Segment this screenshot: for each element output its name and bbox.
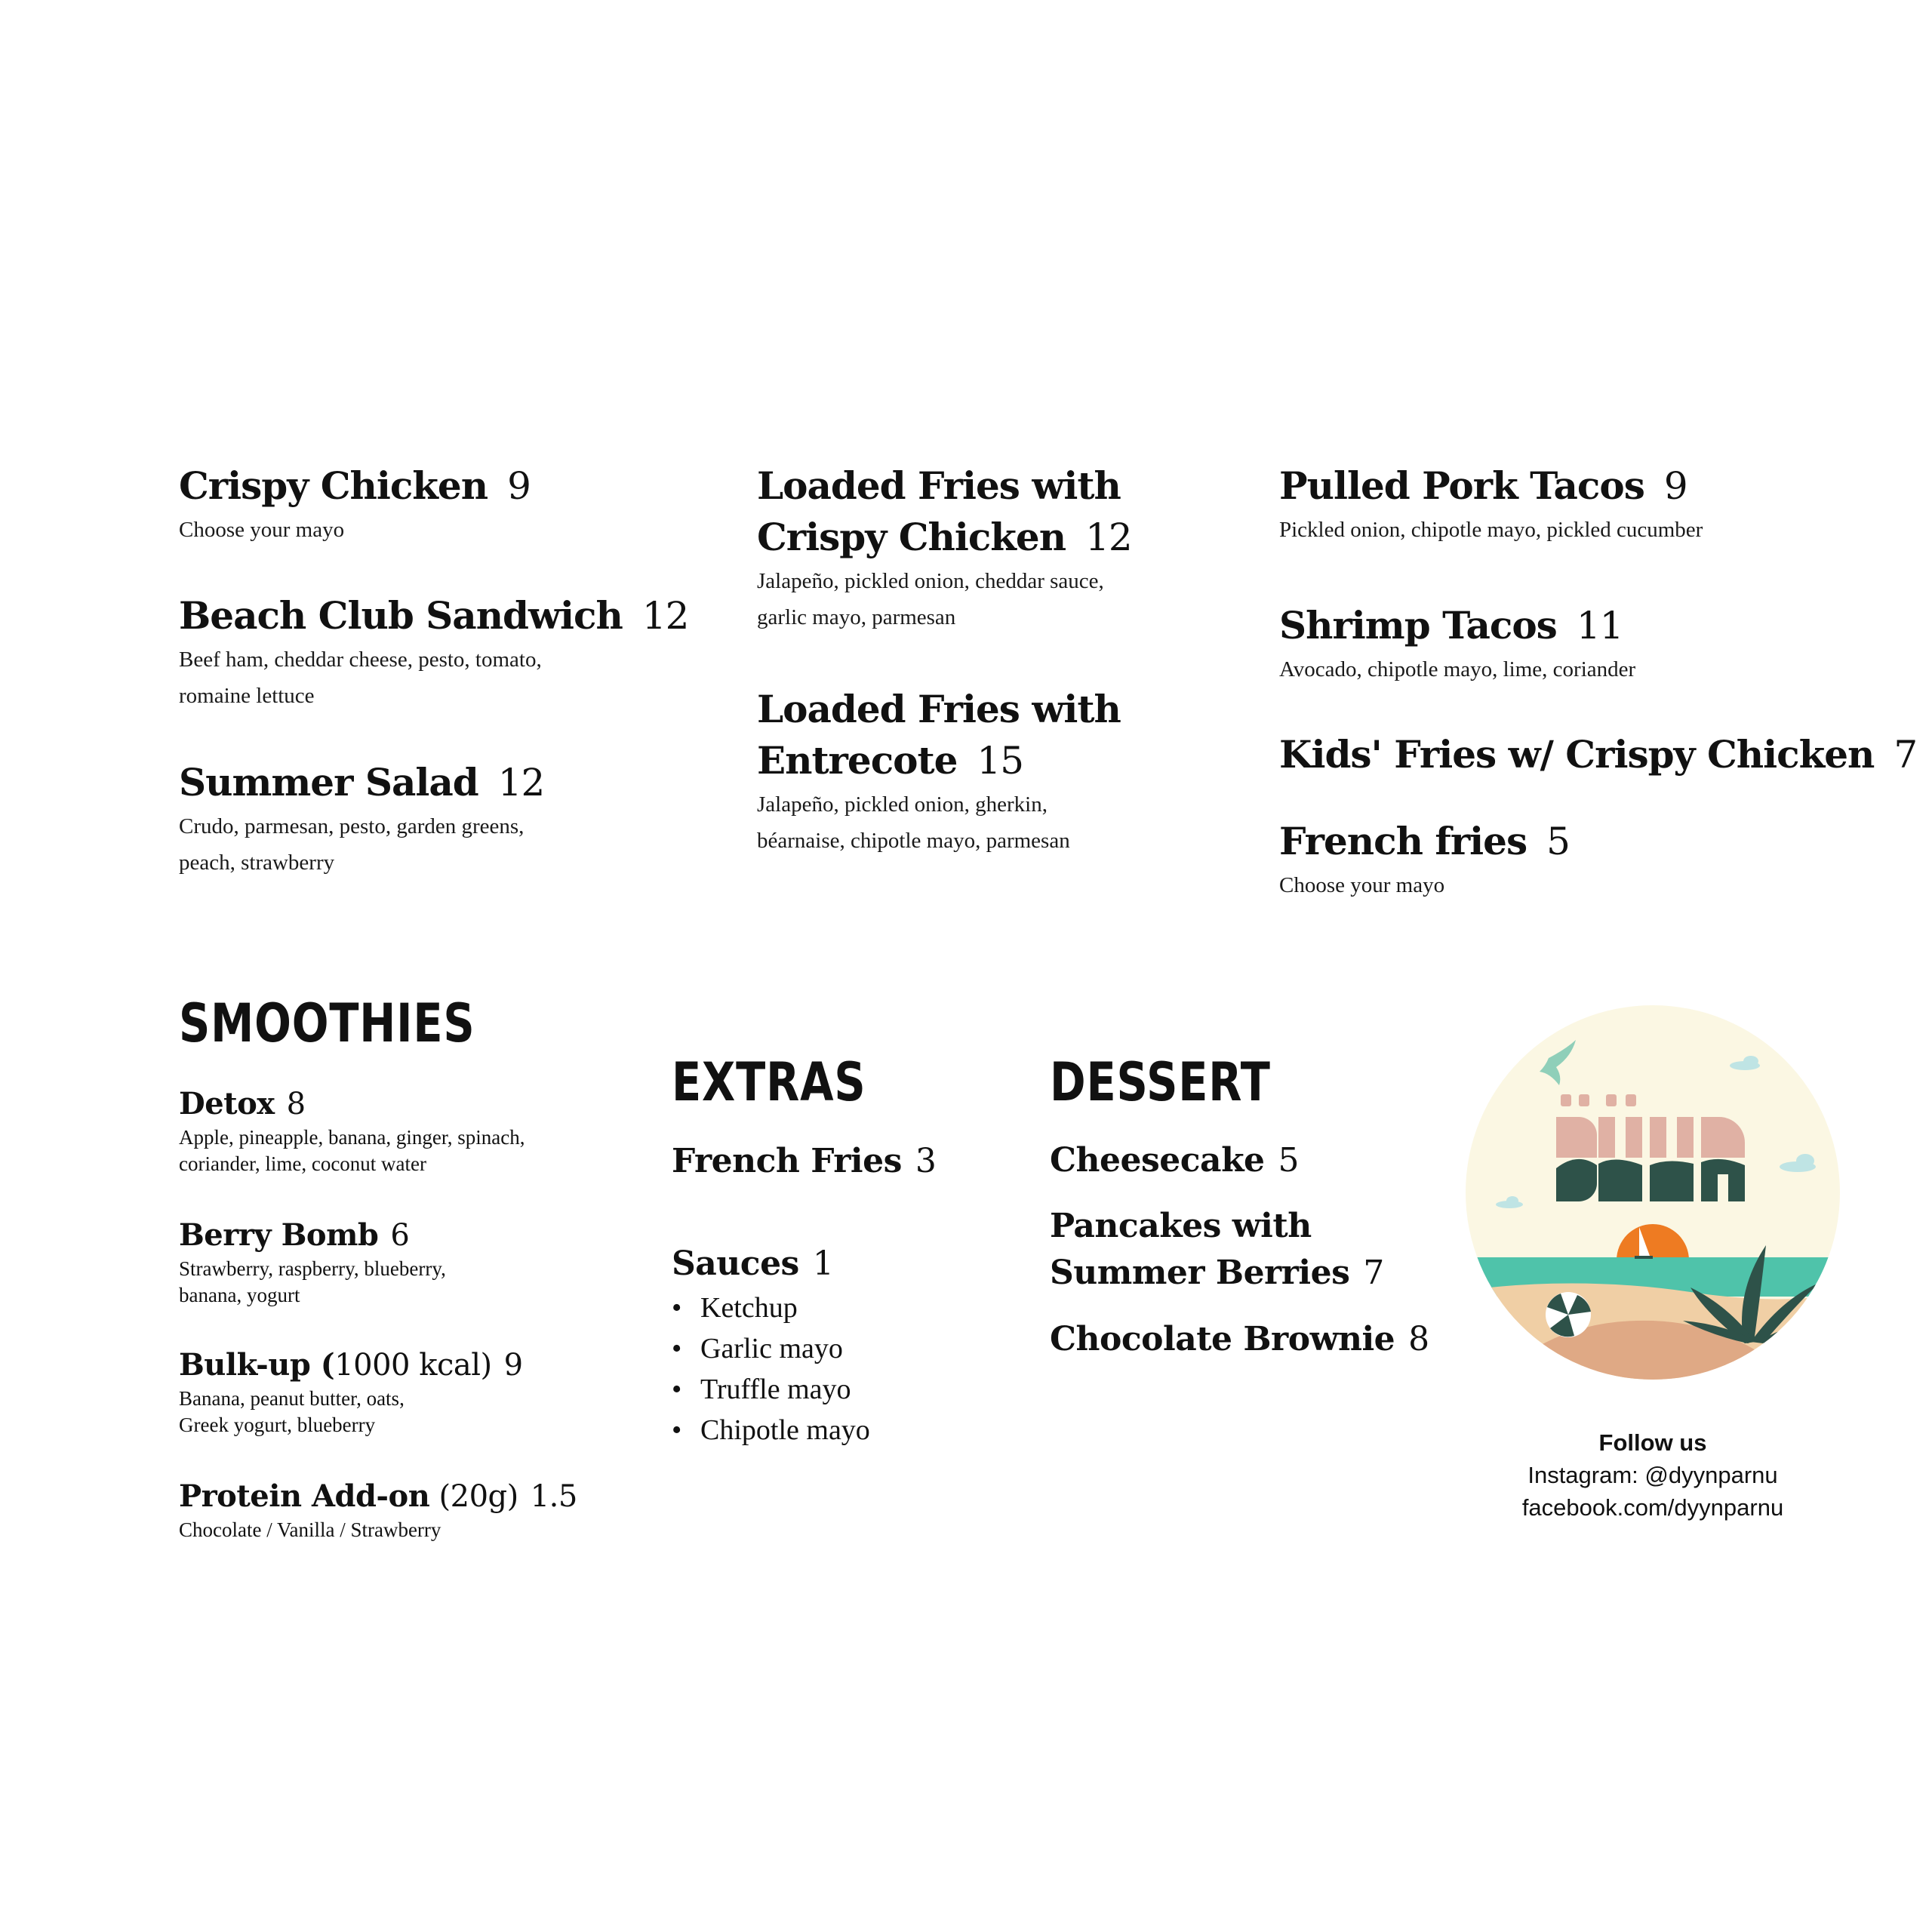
item-price: 1.5: [530, 1479, 577, 1514]
extras-section: [672, 1051, 1004, 1446]
item-name: Crispy Chicken: [179, 463, 488, 508]
item-price: 12: [1085, 515, 1132, 559]
smoothies-heading: SMOOTHIES: [179, 992, 475, 1054]
item-price: 12: [497, 761, 545, 804]
menu-item: [179, 590, 688, 714]
item-name-line-1: Loaded Fries with: [757, 463, 1121, 508]
item-price: 5: [1546, 820, 1570, 863]
menu-item: [1279, 600, 1635, 688]
dessert-item: [1050, 1137, 1299, 1184]
dessert-item: [1050, 1316, 1429, 1363]
item-name: Chocolate Brownie: [1050, 1320, 1395, 1358]
item-price: 5: [1278, 1141, 1300, 1180]
item-name-detail: (20g): [429, 1479, 518, 1514]
item-price: 6: [390, 1218, 410, 1253]
item-description: Banana, peanut butter, oats, Greek yogurt, blueberry: [179, 1387, 405, 1436]
item-name-line-2: Summer Berries: [1050, 1254, 1350, 1292]
smoothie-item: [179, 1476, 577, 1543]
item-price: 15: [977, 739, 1024, 783]
item-name: Sauces: [672, 1244, 799, 1283]
list-item: • Ketchup: [672, 1292, 798, 1324]
logo: [1464, 1004, 1841, 1381]
item-price: 9: [507, 464, 531, 508]
item-price: 1: [812, 1244, 834, 1283]
item-description: Strawberry, raspberry, blueberry, banana, yogurt: [179, 1257, 446, 1306]
item-price: 7: [1894, 733, 1918, 777]
item-name-line-1: Loaded Fries with: [757, 687, 1121, 731]
item-name: Berry Bomb: [179, 1217, 379, 1253]
item-name-line-2: Crispy Chicken: [757, 515, 1066, 559]
sauce-list: [672, 1287, 870, 1451]
item-name: Cheesecake: [1050, 1141, 1265, 1180]
menu-column-2: [757, 460, 1270, 853]
item-name: Bulk-up (: [179, 1347, 335, 1383]
item-price: 9: [1663, 464, 1687, 508]
smoothie-item: [179, 1084, 525, 1177]
menu-column-3: [1279, 460, 1918, 897]
list-item: • Chipotle mayo: [672, 1414, 870, 1446]
smoothie-item: [179, 1345, 523, 1438]
item-name: French fries: [1279, 819, 1527, 863]
item-description: Avocado, chipotle mayo, lime, coriander: [1279, 657, 1636, 681]
beach-logo-icon: [1464, 1004, 1841, 1381]
menu-item: [1279, 729, 1917, 780]
item-name: Protein Add-on: [179, 1478, 430, 1514]
list-item: • Garlic mayo: [672, 1333, 843, 1364]
instagram-handle[interactable]: Instagram: @dyynparnu: [1527, 1462, 1778, 1488]
facebook-link[interactable]: facebook.com/dyynparnu: [1521, 1494, 1784, 1521]
item-description: Choose your mayo: [1279, 873, 1445, 897]
item-name: Pulled Pork Tacos: [1279, 463, 1644, 508]
menu-item: [1279, 816, 1570, 903]
menu-item: [179, 460, 707, 548]
item-price: 8: [286, 1087, 306, 1121]
item-description: Apple, pineapple, banana, ginger, spinach, coriander, lime, coconut water: [179, 1126, 525, 1175]
menu-item: [1279, 460, 1898, 548]
menu-item: [179, 757, 544, 881]
item-description: Crudo, parmesan, pesto, garden greens, peach, strawberry: [179, 814, 525, 875]
item-name-line-2: Entrecote: [757, 738, 958, 783]
item-description: Chocolate / Vanilla / Strawberry: [179, 1518, 441, 1541]
item-name: Shrimp Tacos: [1279, 603, 1557, 648]
menu-item: [757, 684, 1121, 859]
dessert-item: [1050, 1203, 1384, 1297]
follow-us-block: [1441, 1426, 1864, 1524]
smoothies-section: [179, 992, 662, 1541]
item-name: Beach Club Sandwich: [179, 593, 623, 638]
item-description: Jalapeño, pickled onion, gherkin, béarnaise, chipotle mayo, parmesan: [757, 792, 1070, 853]
item-price: 3: [915, 1142, 937, 1180]
list-item: • Truffle mayo: [672, 1374, 851, 1405]
item-description: Beef ham, cheddar cheese, pesto, tomato, romaine lettuce: [179, 648, 542, 708]
follow-us-title: Follow us: [1598, 1429, 1707, 1456]
extras-heading: EXTRAS: [672, 1051, 866, 1113]
item-name-line-1: Pancakes with: [1050, 1207, 1312, 1245]
item-price: 7: [1363, 1254, 1384, 1292]
item-description: Jalapeño, pickled onion, cheddar sauce, garlic mayo, parmesan: [757, 569, 1104, 629]
item-name: French Fries: [672, 1142, 902, 1180]
extras-fries: [672, 1138, 936, 1185]
dessert-heading: DESSERT: [1050, 1051, 1271, 1113]
item-description: Pickled onion, chipotle mayo, pickled cucumber: [1279, 518, 1703, 542]
item-name-detail: 1000 kcal): [334, 1348, 492, 1383]
item-name: Kids' Fries w/ Crispy Chicken: [1279, 732, 1875, 777]
menu-item: [757, 460, 1270, 635]
dessert-section: [1050, 1051, 1442, 1358]
item-name: Summer Salad: [179, 760, 478, 804]
item-description: Choose your mayo: [179, 518, 345, 542]
menu-column-1: [179, 460, 707, 875]
item-price: 9: [503, 1348, 523, 1383]
smoothie-item: [179, 1215, 446, 1309]
item-name: Detox: [179, 1086, 275, 1121]
extras-sauces: [672, 1241, 833, 1287]
item-price: 8: [1408, 1320, 1429, 1358]
item-price: 12: [641, 594, 689, 638]
item-price: 11: [1576, 604, 1623, 648]
